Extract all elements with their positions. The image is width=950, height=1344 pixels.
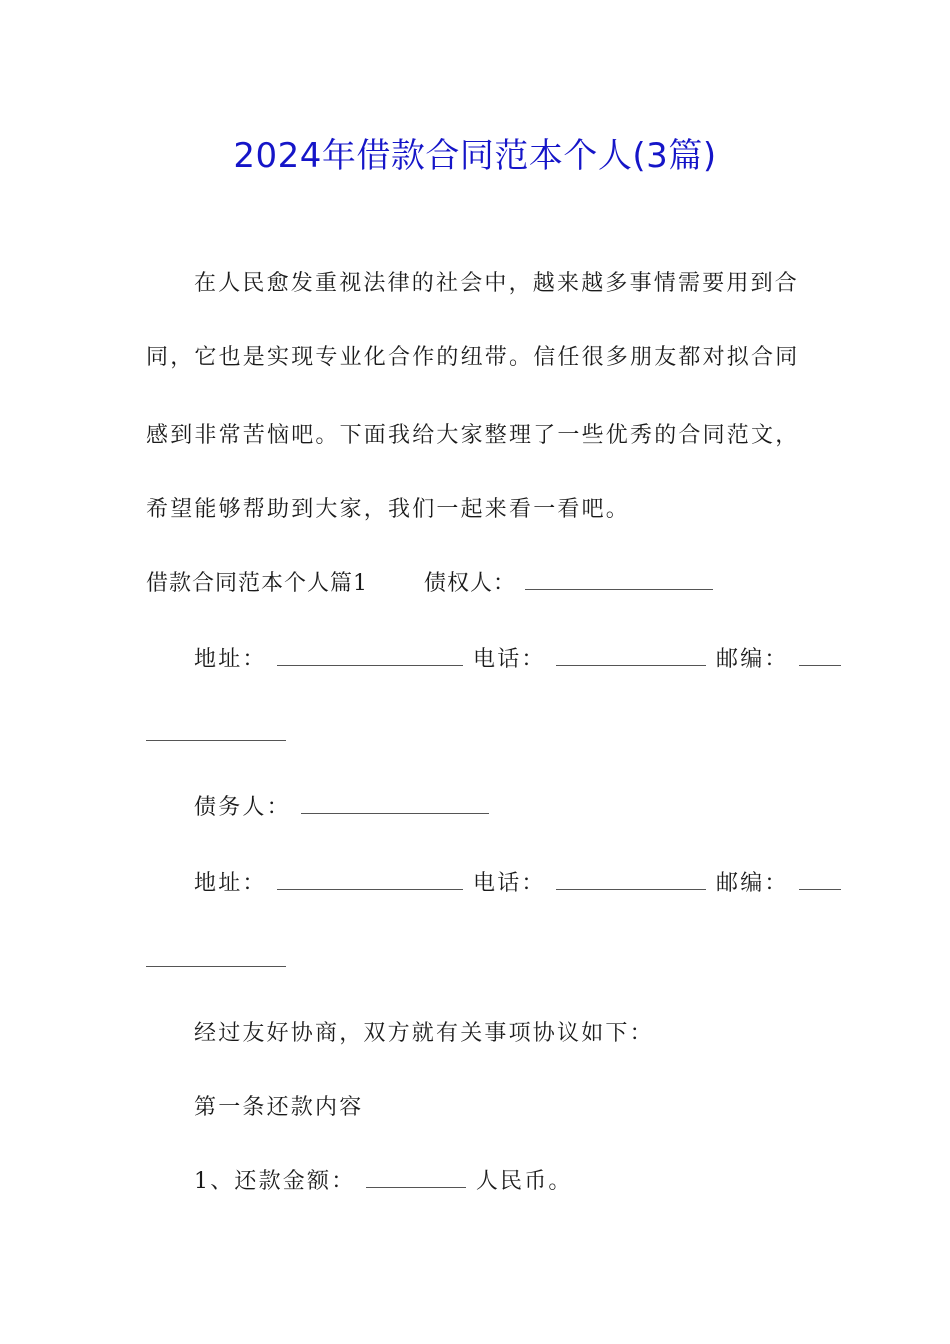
debtor-postcode-blank[interactable] (799, 869, 841, 890)
repayment-amount-line (194, 1166, 573, 1198)
intro-line-1: 在人民愈发重视法律的社会中，越来越多事情需要用到合 (194, 271, 800, 296)
debtor-line (194, 792, 490, 824)
debtor-contact-line (194, 868, 842, 900)
debtor-label: 债务人： (194, 795, 291, 820)
creditor-contact-line (194, 644, 842, 676)
repayment-amount-label: 1、还款金额： (194, 1169, 356, 1194)
creditor-address-label: 地址： (194, 647, 267, 672)
creditor-address-blank[interactable] (277, 645, 463, 666)
debtor-phone-blank[interactable] (556, 869, 706, 890)
creditor-phone-label: 电话： (473, 647, 546, 672)
debtor-postcode-label: 邮编： (716, 871, 789, 896)
document-title: 2024年借款合同范本个人(3篇) (233, 136, 717, 176)
debtor-address-label: 地址： (194, 871, 267, 896)
creditor-blank[interactable] (525, 569, 713, 590)
repayment-currency: 人民币。 (475, 1169, 573, 1194)
negotiation-line: 经过友好协商，双方就有关事项协议如下： (194, 1021, 654, 1046)
creditor-postcode-blank[interactable] (799, 645, 841, 666)
debtor-address-blank[interactable] (277, 869, 463, 890)
debtor-blank[interactable] (301, 793, 489, 814)
debtor-postcode-blank-continued[interactable] (146, 966, 286, 967)
intro-line-4: 希望能够帮助到大家，我们一起来看一看吧。 (146, 497, 631, 522)
section-heading-line (146, 568, 714, 600)
section-heading: 借款合同范本个人篇1 (146, 571, 368, 596)
article-1-heading: 第一条还款内容 (194, 1095, 364, 1120)
creditor-label: 债权人： (424, 571, 517, 596)
creditor-postcode-blank-continued[interactable] (146, 740, 286, 741)
intro-line-2: 同，它也是实现专业化合作的纽带。信任很多朋友都对拟合同 (146, 345, 800, 370)
repayment-amount-blank[interactable] (366, 1167, 466, 1188)
creditor-phone-blank[interactable] (556, 645, 706, 666)
creditor-postcode-label: 邮编： (716, 647, 789, 672)
intro-line-3: 感到非常苦恼吧。下面我给大家整理了一些优秀的合同范文， (146, 423, 800, 448)
debtor-phone-label: 电话： (473, 871, 546, 896)
